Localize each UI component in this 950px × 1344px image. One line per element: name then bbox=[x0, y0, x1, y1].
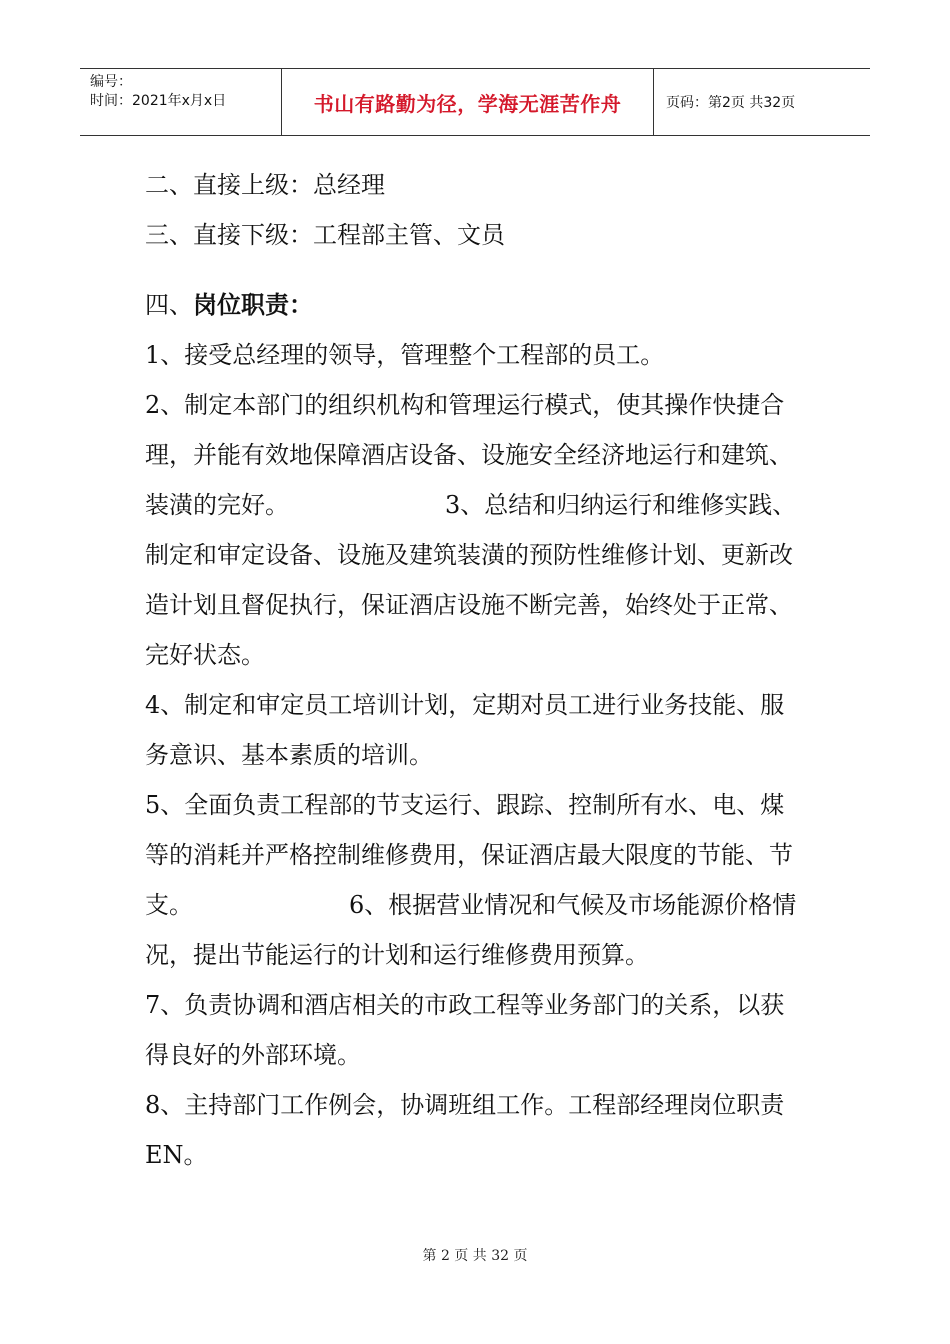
section-heading bbox=[145, 280, 805, 330]
duty-item: 5、全面负责工程部的节支运行、跟踪、控制所有水、电、煤等的消耗并严格控制维修费用，保证酒店最大限度的节能、节支。 6、根据营业情况和气候及市场能源价格情况，提出节能运行的计划和运行维修费用预算。 bbox=[145, 791, 797, 969]
header-page-info: 页码：第2页 共32页 bbox=[666, 95, 796, 111]
section-title: 岗位职责： bbox=[193, 290, 313, 319]
page-footer: 第 2 页 共 32 页 bbox=[422, 1248, 528, 1264]
duty-item: 7、负责协调和酒店相关的市政工程等业务部门的关系，以获得良好的外部环境。 bbox=[145, 991, 785, 1069]
direct-subordinate-line: 三、直接下级：工程部主管、文员 bbox=[145, 221, 505, 249]
section-gap bbox=[145, 260, 805, 280]
document-body bbox=[145, 160, 805, 1180]
duty-item: 4、制定和审定员工培训计划，定期对员工进行业务技能、服务意识、基本素质的培训。 bbox=[145, 691, 785, 769]
serial-label: 编号： bbox=[90, 74, 132, 90]
duty-item: 2、制定本部门的组织机构和管理运行模式，使其操作快捷合理，并能有效地保障酒店设备、设施安全经济地运行和建筑、装潢的完好。 3、总结和归纳运行和维修实践、制定和审定设备、设施及建筑装潢的预防性维修计划、更新改造计划且督促执行，保证酒店设施不断完善，始终处于正常、完好状态。 bbox=[145, 391, 797, 669]
document-header bbox=[80, 68, 870, 136]
direct-superior-line: 二、直接上级：总经理 bbox=[145, 171, 385, 199]
header-meta bbox=[80, 69, 282, 135]
duty-item: 1、接受总经理的领导，管理整个工程部的员工。 bbox=[145, 341, 665, 369]
section-prefix: 四、 bbox=[145, 291, 193, 319]
duty-item: 8、主持部门工作例会，协调班组工作。工程部经理岗位职责EN。 bbox=[145, 1091, 785, 1169]
time-label: 时间：2021年x月x日 bbox=[90, 93, 227, 109]
header-motto: 书山有路勤为径，学海无涯苦作舟 bbox=[282, 69, 654, 135]
